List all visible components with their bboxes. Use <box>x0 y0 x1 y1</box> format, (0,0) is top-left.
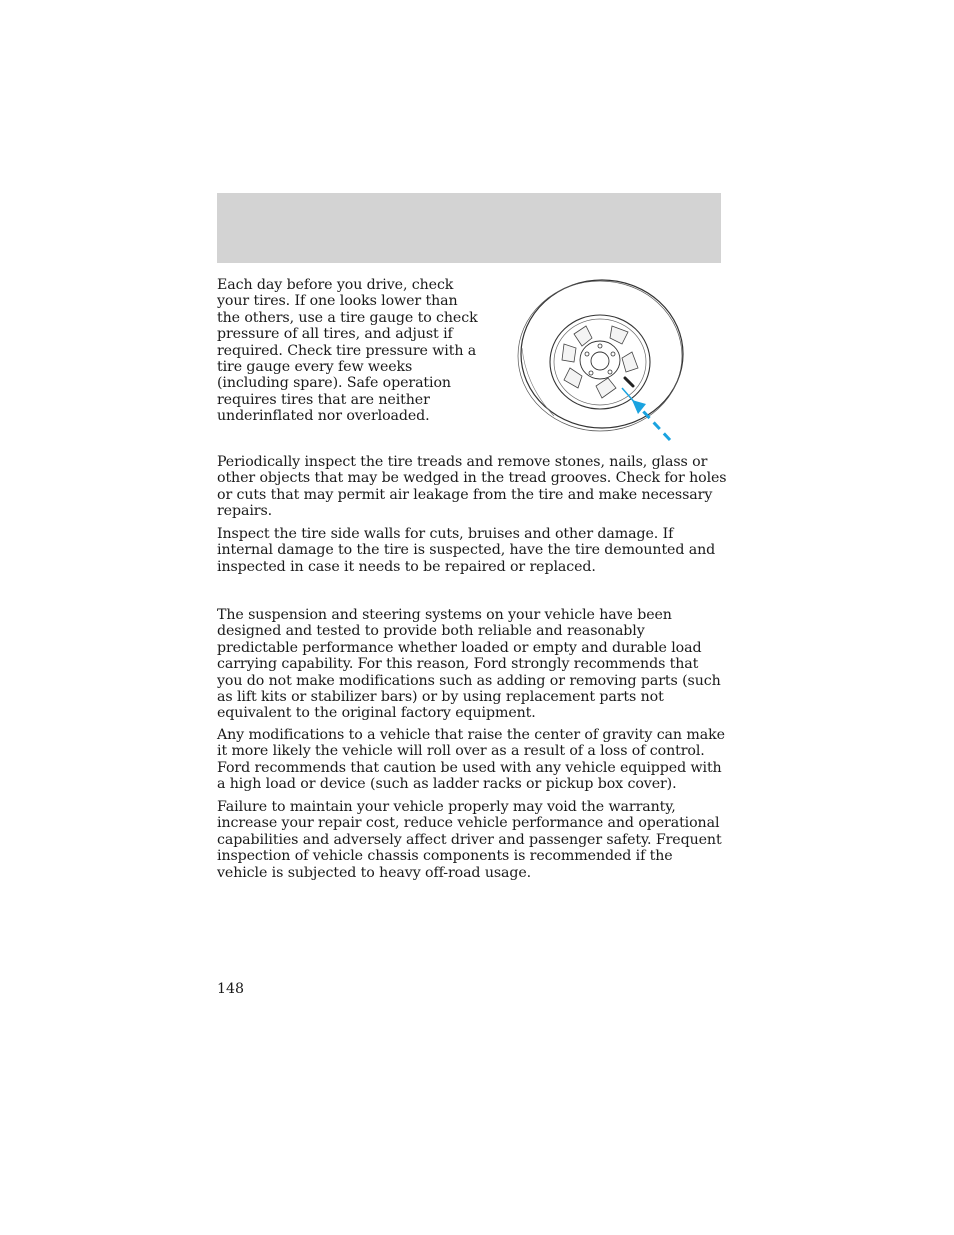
suspension-steering-paragraph: The suspension and steering systems on your vehicle have been designed and tested to provide both reliable and reasonably predictable performance whether loaded or empty and durable load carrying capability. For this reason, Ford strongly recommends that you do not make modifications such as adding or removing parts (such as lift kits or stabilizer bars) or by using replacement parts not equivalent to the original factory equipment. <box>217 607 721 722</box>
modifications-paragraph: Any modifications to a vehicle that raise the center of gravity can make it more likely the vehicle will roll over as a result of a loss of control. Ford recommends that caution be used with any vehicle equipped with a high load or device (such as ladder racks or pickup box cover). <box>217 727 725 793</box>
section-header-band <box>217 193 721 263</box>
tire-check-intro: Each day before you drive, check your tires. If one looks lower than the others, use a tire gauge to check pressure of all tires, and adjust if required. Check tire pressure with a tire gauge every few weeks (including spare). Safe operation requires tires that are neither underinflated nor overloaded. <box>217 277 478 425</box>
page-number: 148 <box>217 981 245 997</box>
tread-inspection-paragraph: Periodically inspect the tire treads and remove stones, nails, glass or other objects that may be wedged in the tread grooves. Check for holes or cuts that may permit air leakage from the tire and make necessary repairs. <box>217 454 727 520</box>
tire-valve-stem-illustration <box>512 276 692 446</box>
sidewall-inspection-paragraph: Inspect the tire side walls for cuts, bruises and other damage. If internal damage to the tire is suspected, have the tire demounted and inspected in case it needs to be repaired or replaced. <box>217 526 716 575</box>
maintenance-warranty-paragraph: Failure to maintain your vehicle properly may void the warranty, increase your repair cost, reduce vehicle performance and operational capabilities and adversely affect driver and passenger safety. Frequent inspection of vehicle chassis components is recommended if the vehicle is subjected to heavy off-road usage. <box>217 799 722 881</box>
